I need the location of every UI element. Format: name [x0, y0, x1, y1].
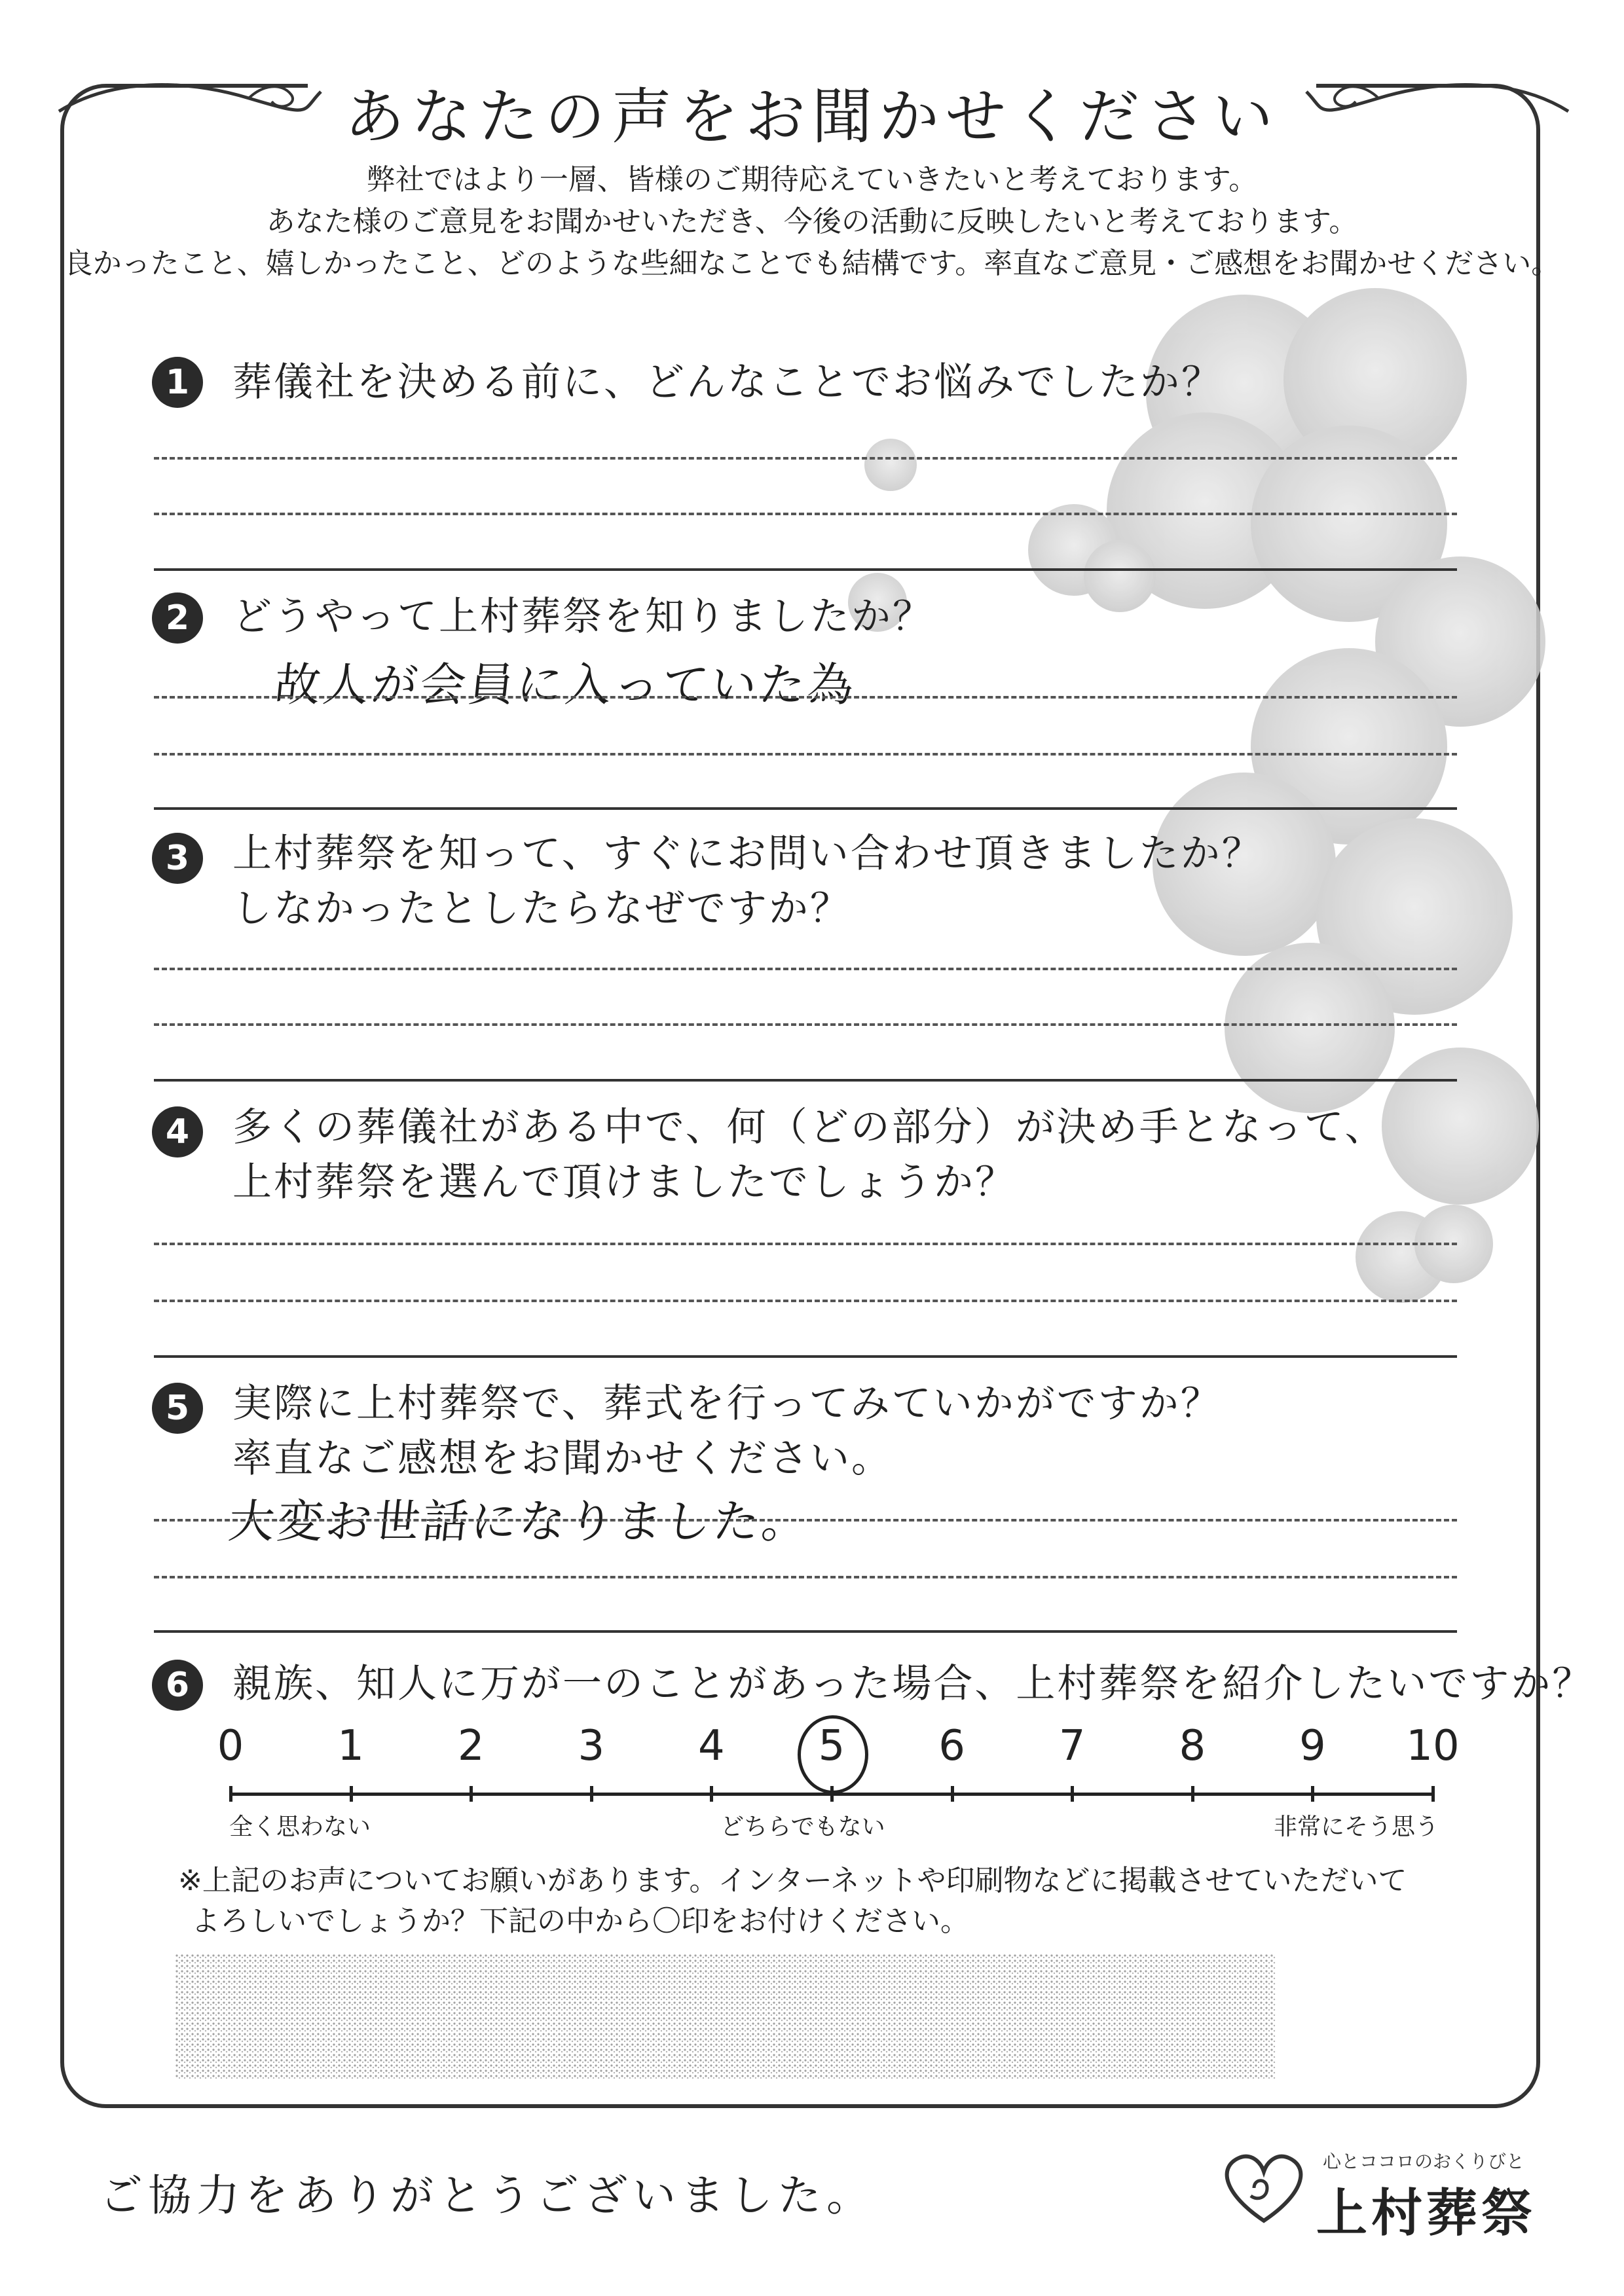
section-divider [154, 568, 1457, 571]
thanks-message: ご協力をありがとうございました。 [100, 2170, 875, 2221]
question-line: しなかったとしたらなぜですか？ [232, 886, 851, 932]
answer-line [154, 968, 1457, 970]
scale-tick [1431, 1786, 1435, 1802]
scale-tick-label[interactable]: 7 [1058, 1722, 1086, 1770]
section-divider [154, 1630, 1457, 1633]
scale-tick [470, 1786, 473, 1802]
scale-tick-label[interactable]: 0 [217, 1722, 244, 1770]
page-title: あなたの声をお聞かせください [344, 82, 1280, 152]
answer-line [154, 1300, 1457, 1302]
handwritten-answer: 故人が会員に入っていた為 [272, 658, 859, 712]
note-line: ※上記のお声についてお願いがあります。インターネットや印刷物などに掲載させていただいて [178, 1864, 1407, 1897]
answer-line [154, 753, 1457, 756]
scale-tick-label[interactable]: 5 [818, 1722, 845, 1770]
answer-line [154, 513, 1457, 515]
scale-high-label: 非常にそう思う [1274, 1813, 1439, 1840]
scale-tick-label[interactable]: 1 [337, 1722, 364, 1770]
scale-tick-label[interactable]: 10 [1406, 1722, 1460, 1770]
note-line: よろしいでしょうか？下記の中から〇印をお付けください。 [191, 1904, 969, 1938]
heart-logo-icon [1218, 2149, 1310, 2227]
question-line: 親族、知人に万が一のことがあった場合、上村葬祭を紹介したいですか？ [232, 1661, 1594, 1707]
scale-tick [1311, 1786, 1314, 1802]
question-line: 上村葬祭を選んで頂けましたでしょうか？ [232, 1159, 1016, 1205]
scale-tick-label[interactable]: 4 [698, 1722, 725, 1770]
answer-line [154, 457, 1457, 460]
scale-tick [590, 1786, 593, 1802]
intro-line: 良かったこと、嬉しかったこと、どのような些細なことでも結構です。率直なご意見・ご感想をお聞かせください。 [64, 247, 1560, 280]
answer-line [154, 1023, 1457, 1026]
scale-tick [1191, 1786, 1194, 1802]
selected-rating-circle [798, 1715, 868, 1794]
question-number-badge: 6 [152, 1660, 203, 1711]
question-line: どうやって上村葬祭を知りましたか？ [232, 594, 934, 640]
scale-tick-label[interactable]: 3 [578, 1722, 605, 1770]
question-line: 実際に上村葬祭で、葬式を行ってみていかがですか？ [232, 1381, 1222, 1427]
answer-line [154, 1243, 1457, 1245]
intro-line: あなた様のご意見をお聞かせいただき、今後の活動に反映したいと考えております。 [266, 205, 1358, 238]
scale-tick-label[interactable]: 8 [1179, 1722, 1206, 1770]
scale-tick-label[interactable]: 2 [457, 1722, 485, 1770]
answer-line [154, 696, 1457, 699]
question-number-badge: 5 [152, 1383, 203, 1434]
scale-mid-label: どちらでもない [720, 1813, 885, 1840]
scale-low-label: 全く思わない [229, 1813, 371, 1840]
question-text [232, 826, 1263, 936]
question-number-badge: 4 [152, 1106, 203, 1157]
intro-text [0, 159, 1624, 285]
question-number-badge: 1 [152, 357, 203, 408]
question-text [232, 355, 1223, 410]
section-divider [154, 807, 1457, 810]
intro-line: 弊社ではより一層、皆様のご期待応えていきたいと考えております。 [366, 163, 1258, 196]
publication-consent-note [178, 1861, 1407, 1942]
question-number-badge: 3 [152, 833, 203, 884]
scale-tick [229, 1786, 232, 1802]
question-line: 葬儀社を決める前に、どんなことでお悩みでしたか？ [232, 359, 1223, 405]
scale-tick [1071, 1786, 1074, 1802]
scale-tick [710, 1786, 713, 1802]
question-number-badge: 2 [152, 592, 203, 644]
question-text [232, 589, 934, 644]
redacted-area [175, 1954, 1276, 2079]
section-divider [154, 1355, 1457, 1358]
handwritten-answer: 大変お世話になりました。 [226, 1495, 813, 1548]
scale-tick-label[interactable]: 9 [1299, 1722, 1326, 1770]
question-line: 上村葬祭を知って、すぐにお問い合わせ頂きましたか？ [232, 831, 1263, 877]
answer-line [154, 1519, 1457, 1522]
scale-tick [951, 1786, 954, 1802]
scale-tick-label[interactable]: 6 [938, 1722, 965, 1770]
section-divider [154, 1079, 1457, 1082]
question-text [232, 1656, 1593, 1711]
answer-line [154, 1576, 1457, 1578]
question-text [232, 1100, 1386, 1210]
question-line: 多くの葬儀社がある中で、何（どの部分）が決め手となって、 [232, 1104, 1386, 1150]
question-text [232, 1376, 1222, 1486]
question-line: 率直なご感想をお聞かせください。 [232, 1436, 893, 1482]
scale-tick [350, 1786, 353, 1802]
brand-name: 上村葬祭 [1316, 2184, 1537, 2243]
brand-tagline: 心とココロのおくりびと [1323, 2151, 1525, 2172]
